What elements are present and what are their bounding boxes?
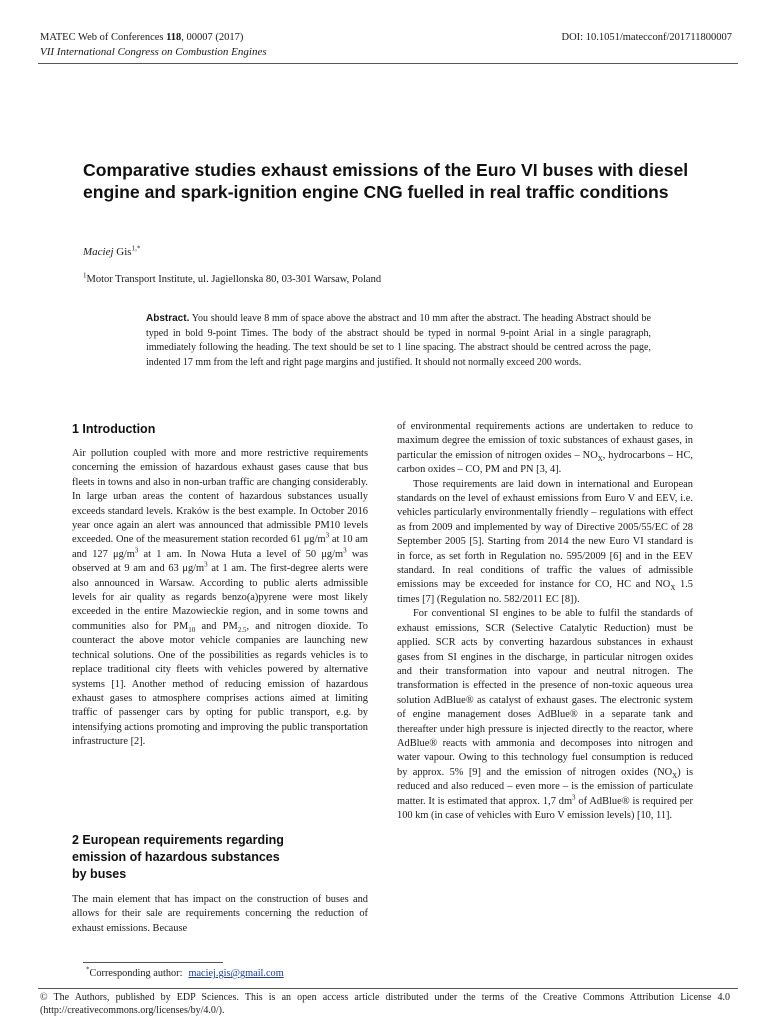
doi-label: DOI: 10.1051/matecconf/201711800007: [561, 32, 732, 43]
author-mark: 1,*: [131, 244, 141, 253]
abstract-text: You should leave 8 mm of space above the abstract and 10 mm after the abstract. The heading Abstract should be typed in bold 9-point Times. The body of the abstract should be typed in normal 9-point Arial in a single paragraph, immediately following the heading. The text should be set to 1 line spacing. The abstract should be centred across the page, indented 17 mm from the left and right page margins and justified. It should not normally exceed 200 words.: [146, 313, 651, 368]
subscript: 10: [188, 625, 196, 634]
journal-name: MATEC Web of Conferences: [40, 32, 167, 43]
paragraph: [397, 420, 693, 478]
european-requirements-body: [72, 893, 368, 936]
heading-line: 2 European requirements regarding: [72, 833, 284, 847]
footnote: [86, 965, 284, 979]
text-run: 1.5 times [7] (Regulation no. 582/2011 EC [8]).: [397, 579, 694, 605]
text-run: of environmental requirements actions are undertaken to reduce to maximum degree the emission of toxic substances of exhaust gases, in particular the emission of nitrogen oxides – NO: [397, 421, 693, 461]
text-run: and PM: [195, 620, 238, 632]
text-run: at 1 am. In Nowa Huta a level of 50 μg/m: [138, 548, 344, 560]
superscript: 3: [134, 546, 139, 555]
superscript: 3: [343, 546, 347, 555]
footnote-rule: [83, 962, 223, 963]
text-run: of AdBlue® is required per 100 km (in case of vehicles with Euro V emission levels) [10, 11].: [397, 795, 694, 821]
subscript: X: [670, 584, 676, 593]
journal-header: [40, 31, 243, 44]
paragraph: [397, 607, 693, 823]
text-run: at 10 am and 127 μg/m: [72, 534, 368, 560]
footnote-mark: *: [86, 965, 90, 974]
footnote-label: Corresponding author:: [89, 968, 183, 979]
affiliation: [83, 271, 382, 285]
text-run: Air pollution coupled with more and more restrictive requirements concerning the emission of hazardous exhaust gases cause that bus fleets in towns and also in non-urban traffic are changing considerably. In large urban areas the content of hazardous substances usually exceeds standard levels. Kraków is the best example. In October 2016 year once again an alert was announced that admissible PM10 levels exceeded. One of the measurement station recorded 61 μg/m: [72, 448, 368, 546]
text-run: For conventional SI engines to be able to fulfil the standards of exhaust emissions, SCR (Selective Catalytic Reduction) must be applied. SCR acts by converting hazardous substances in exhaust gases from SI engines in the discharge, in particular nitrogen oxides and their transformation into vapour and neutral nitrogen. The transformation is effected in the presence of non-toxic aqueous urea solution AdBlue® as catalyst of exhaust gases. The electronic system of engine management doses AdBlue® in a separate tank and thereafter under high pressure is injected directly to the reactor, where AdBlue® reacts with ammonia and decomposes into nitrogen and water vapour. Owing to this technology fuel consumption is reduced by approx. 5% [9] and the emission of nitrogen oxides (NO: [397, 608, 693, 778]
journal-volume: 118: [166, 32, 182, 43]
article-number: , 00007 (2017): [181, 32, 244, 43]
paragraph: [72, 447, 368, 750]
affiliation-mark: 1: [83, 271, 87, 280]
header-rule: [38, 63, 738, 64]
author-first-name: Maciej: [83, 246, 114, 258]
subscript: X: [597, 454, 603, 463]
paragraph: [397, 478, 693, 608]
superscript: 3: [572, 793, 576, 802]
author-line: [83, 246, 140, 258]
text-run: , and nitrogen dioxide. To counteract the above motor vehicle companies are launching new technical solutions. One of the possibilities as regards vehicles is to replace traditional city fleets with vehicles powered by alternative systems [1]. Another method of reducing emission of hazardous exhaust gases to atmosphere comprises actions aimed at limiting traffic of passenger cars by opting for public transport, e.g. by intensifying actions promoting and improving the public transportation infrastructure [2].: [72, 620, 369, 748]
section-heading-european-requirements: [72, 832, 368, 883]
license-notice: © The Authors, published by EDP Sciences. This is an open access article distributed under the terms of the Creative Commons Attribution License 4.0 (http://creativecommons.org/licenses/by/4.0/).: [40, 992, 730, 1016]
text-run: Those requirements are laid down in international and European standards on the level of exhaust emissions from Euro V and EEV, i.e. vehicles particularly environmentally friendly – regulations with effect as from 2009 and implemented by way of Directive 2005/55/EC of 28 September 2005 [5]. Starting from 2014 the new Euro VI standard is in force, as set forth in Regulation no. 595/2009 [6] and in the EEV standard. In real conditions of traffic the values of admissible emissions may be exceeded for instance for CO, HC and NO: [397, 478, 693, 591]
affiliation-text: Motor Transport Institute, ul. Jagiellonska 80, 03-301 Warsaw, Poland: [86, 274, 382, 285]
abstract-label: Abstract.: [146, 313, 190, 324]
subscript: 2.5: [237, 625, 247, 634]
paper-title: Comparative studies exhaust emissions of the Euro VI buses with diesel engine and spark-ignition engine CNG fuelled in real traffic conditions: [83, 160, 689, 202]
superscript: 3: [325, 531, 330, 540]
subscript: X: [672, 771, 678, 780]
footer-rule: [38, 988, 738, 989]
heading-line: emission of hazardous substances: [72, 850, 280, 864]
heading-line: by buses: [72, 867, 127, 881]
superscript: 3: [204, 560, 208, 569]
text-run: at 1 am. The first-degree alerts were also announced in Warsaw. According to public alerts admissible levels for air quality as regards benzo(a)pyrene were most likely exceeded in the entire Mazowieckie region, and in some towns and communities also for PM: [72, 563, 368, 632]
congress-name: VII International Congress on Combustion Engines: [40, 46, 267, 58]
corresponding-email-link[interactable]: maciej.gis@gmail.com: [188, 968, 284, 979]
author-last-name: Gis: [113, 246, 132, 258]
text-run: , hydrocarbons – HC, carbon oxides – CO, PM and PN [3, 4].: [397, 449, 693, 476]
text-run: ) is reduced and also reduced – even more – is the emission of particulate matter. It is estimated that approx. 1,7 dm: [397, 766, 693, 807]
paragraph: The main element that has impact on the construction of buses and allows for their sale are requirements concerning the reduction of exhaust emissions. Because: [72, 894, 368, 934]
section-heading-introduction: 1 Introduction: [72, 422, 156, 436]
introduction-body: [72, 447, 368, 750]
right-column-body: [397, 420, 693, 823]
text-run: was observed at 9 am and 63 μg/m: [72, 548, 368, 575]
abstract: [146, 312, 651, 370]
